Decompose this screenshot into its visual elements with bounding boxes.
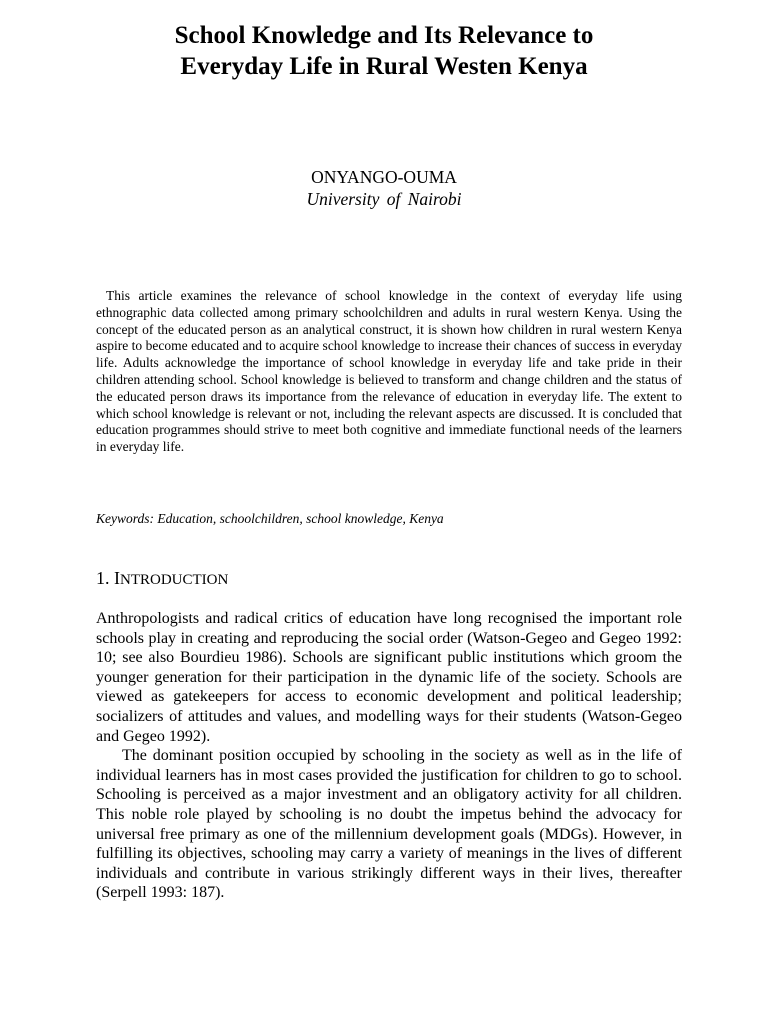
section-heading bbox=[96, 566, 228, 592]
keywords: Keywords: Education, schoolchildren, school knowledge, Kenya bbox=[96, 511, 444, 526]
paragraph: The dominant position occupied by schooling in the society as well as in the life of individual learners has in most cases provided the justification for children to go to school. Schooling is perceived as a major investment and an obligatory activity for all children. This noble role played by schooling is no doubt the impetus behind the advocacy for universal free primary as one of the millennium development goals (MDGs). However, in fulfilling its objectives, schooling may carry a variety of meanings in the lives of different individuals and contribute in various strikingly different ways in their lives, thereafter (Serpell 1993: 187). bbox=[96, 747, 682, 902]
body-text bbox=[96, 609, 682, 903]
section-number: 1. bbox=[96, 568, 110, 588]
title-line-1: School Knowledge and Its Relevance to bbox=[174, 22, 594, 49]
section-title-rest: NTRODUCTION bbox=[120, 572, 229, 588]
abstract: This article examines the relevance of school knowledge in the context of everyday life using ethnographic data collected among primary schoolchildren and adults in rural western Kenya. Using the concept of the educated person as an analytical construct, it is shown how children in rural western Kenya aspire to become educated and to acquire school knowledge to increase their chances of success in everyday life. Adults acknowledge the importance of school knowledge in everyday life and take pride in their children attending school. School knowledge is believed to transform and change children and the status of the educated person draws its importance from the relevance of education in everyday life. The extent to which school knowledge is relevant or not, including the relevant aspects are discussed. It is concluded that education programmes should strive to meet both cognitive and immediate functional needs of the learners in everyday life. bbox=[96, 288, 682, 455]
section-initial: I bbox=[114, 568, 120, 588]
author-affiliation: University of Nairobi bbox=[306, 189, 462, 209]
paper-title bbox=[60, 20, 708, 82]
title-line-2: Everyday Life in Rural Westen Kenya bbox=[180, 53, 588, 80]
author-name: ONYANGO-OUMA bbox=[311, 167, 457, 187]
paragraph: Anthropologists and radical critics of education have long recognised the important role schools play in creating and reproducing the social order (Watson-Gegeo and Gegeo 1992: 10; see also Bourdieu 1986). Schools are significant public institutions which groom the younger generation for their participation in the dynamic life of the society. Schools are viewed as gatekeepers for access to economic development and political leadership; socializers of attitudes and values, and modelling ways for their students (Watson-Gegeo and Gegeo 1992). bbox=[96, 610, 682, 745]
